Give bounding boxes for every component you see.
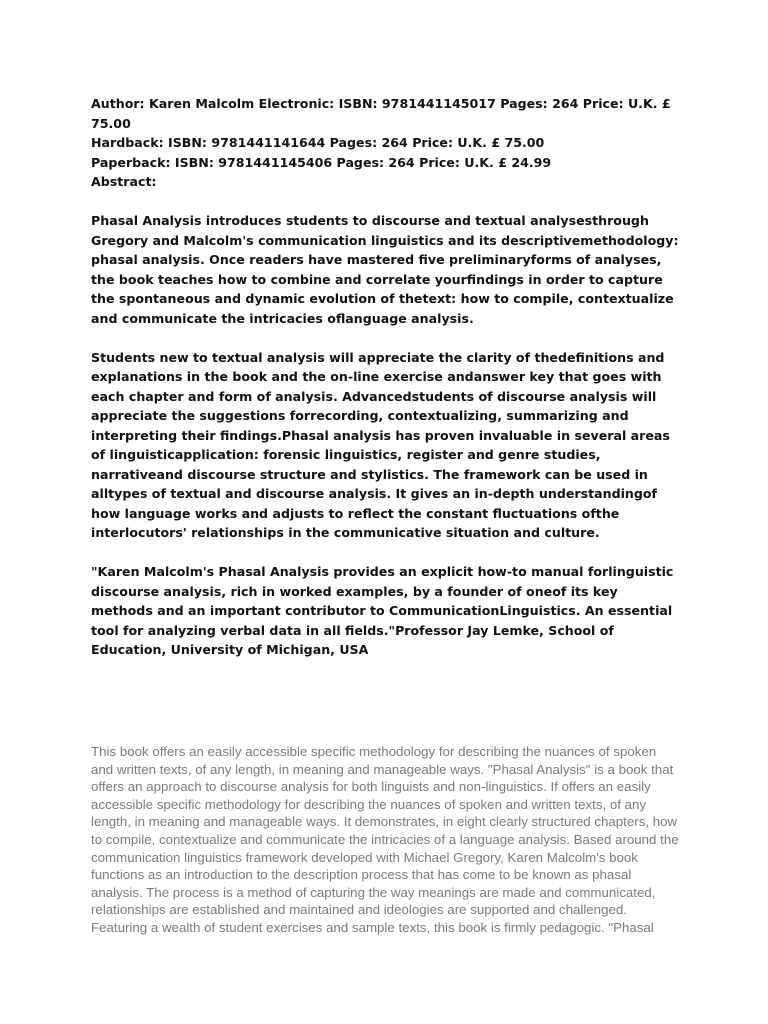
book-info-block xyxy=(91,94,681,660)
spacer xyxy=(91,328,681,348)
book-description: This book offers an easily accessible specific methodology for describing the nuances of spoken and written texts, of any length, in meaning and manageable ways. "Phasal Analysis" is a book that offers an approach to discourse analysis for both linguists and non-linguistics. If offers an easily accessible specific methodology for describing the nuances of spoken and written texts, of any length, in meaning and manageable ways. It demonstrates, in eight clearly structured chapters, how to compile, contextualize and communicate the intricacies of a language analysis. Based around the communication linguistics framework developed with Michael Gregory, Karen Malcolm's book functions as an introduction to the description process that has come to be known as phasal analysis. The process is a method of capturing the way meanings are made and communicated, relationships are established and maintained and ideologies are supported and challenged. Featuring a wealth of student exercises and sample texts, this book is firmly pedagogic. "Phasal xyxy=(91,744,679,935)
spacer xyxy=(91,192,681,212)
abstract-paragraph-1: Phasal Analysis introduces students to discourse and textual analysesthrough Gregory and Malcolm's communication linguistics and its descriptivemethodology: phasal analysis. Once readers have mastered five preliminaryforms of analyses, the book teaches how to combine and correlate yourfindings in order to capture the spontaneous and dynamic evolution of thetext: how to compile, contextualize and communicate the intricacies oflanguage analysis. xyxy=(91,213,679,326)
spacer xyxy=(91,543,681,563)
electronic-edition-line: Author: Karen Malcolm Electronic: ISBN: 9781441145017 Pages: 264 Price: U.K. £ 75.00 xyxy=(91,96,671,131)
abstract-label: Abstract: xyxy=(91,174,157,189)
paperback-edition-line: Paperback: ISBN: 9781441145406 Pages: 264 Price: U.K. £ 24.99 xyxy=(91,154,552,170)
abstract-paragraph-2: Students new to textual analysis will appreciate the clarity of thedefinitions and explanations in the book and the on-line exercise andanswer key that goes with each chapter and form of analysis. Advancedstudents of discourse analysis will appreciate the suggestions forrecording, contextualizing, summarizing and interpreting their findings.Phasal analysis has proven invaluable in several areas of linguisticapplication: forensic linguistics, register and genre studies, narrativeand discourse structure and stylistics. The framework can be used in alltypes of textual and discourse analysis. It gives an in-depth understandingof how language works and adjusts to reflect the constant fluctuations ofthe interlocutors' relationships in the communicative situation and culture. xyxy=(91,349,670,540)
hardback-edition-line: Hardback: ISBN: 9781441141644 Pages: 264 Price: U.K. £ 75.00 xyxy=(91,135,545,150)
endorsement-quote: "Karen Malcolm's Phasal Analysis provides an explicit how-to manual forlinguistic discourse analysis, rich in worked examples, by a founder of oneof its key methods and an important contributor to CommunicationLinguistics. An essential tool for analyzing verbal data in all fields."Professor Jay Lemke, School of Education, University of Michigan, USA xyxy=(91,564,674,657)
